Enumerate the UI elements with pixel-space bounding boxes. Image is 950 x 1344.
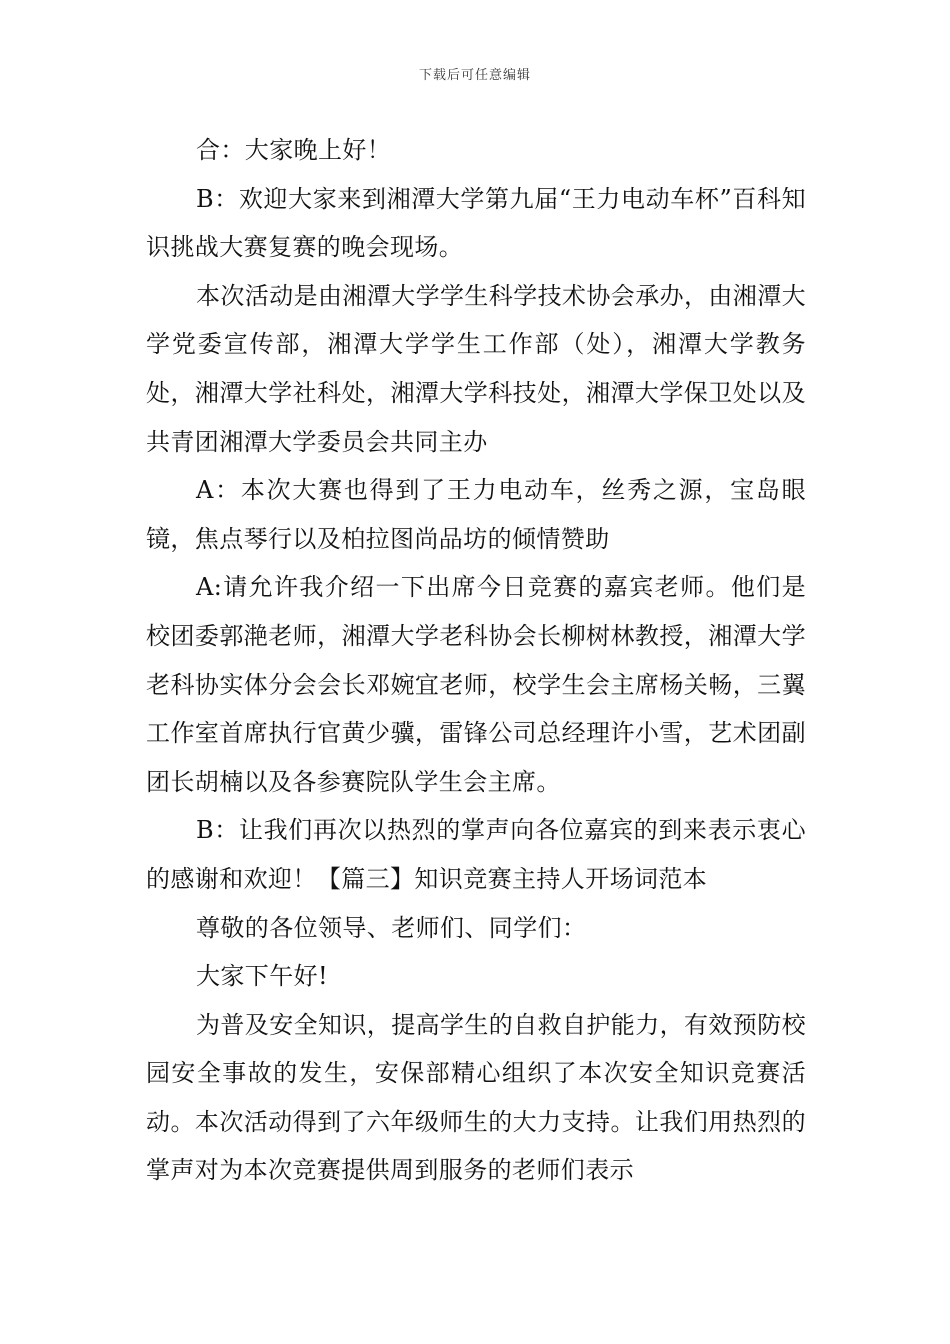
- paragraph-sponsors: A：本次大赛也得到了王力电动车，丝秀之源，宝岛眼镜，焦点琴行以及柏拉图尚品坊的倾情赞助: [146, 476, 806, 553]
- paragraph-welcome: B：欢迎大家来到湘潭大学第九届“王力电动车杯”百科知识挑战大赛复赛的晚会现场。: [146, 184, 806, 262]
- paragraph-guests: A:请允许我介绍一下出席今日竞赛的嘉宾老师。他们是校团委郭滟老师，湘潭大学老科协会长柳树林教授，湘潭大学老科协实体分会会长邓婉宜老师，校学生会主席杨关畅，三翼工作室首席执行官黄少骥，雷锋公司总经理许小雪，艺术团副团长胡楠以及各参赛院队学生会主席。: [146, 573, 806, 796]
- page-header-note: 下载后可任意编辑: [418, 68, 531, 83]
- paragraph-organizers: 本次活动是由湘潭大学学生科学技术协会承办，由湘潭大学党委宣传部，湘潭大学学生工作部（处），湘潭大学教务处，湘潭大学社科处，湘潭大学科技处，湘潭大学保卫处以及共青团湘潭大学委员会共同主办: [146, 281, 806, 456]
- document-body: [146, 126, 806, 1195]
- paragraph-thanks: B：让我们再次以热烈的掌声向各位嘉宾的到来表示衷心的感谢和欢迎！【篇三】知识竞赛主持人开场词范本: [146, 816, 806, 893]
- paragraph-safety-intro: 为普及安全知识，提高学生的自救自护能力，有效预防校园安全事故的发生，安保部精心组织了本次安全知识竞赛活动。本次活动得到了六年级师生的大力支持。让我们用热烈的掌声对为本次竞赛提供周到服务的老师们表示: [146, 1010, 806, 1185]
- paragraph-greeting: 合：大家晚上好！: [196, 136, 392, 164]
- paragraph-salutation: 尊敬的各位领导、老师们、同学们：: [196, 913, 587, 942]
- paragraph-good-afternoon: 大家下午好!: [196, 962, 329, 991]
